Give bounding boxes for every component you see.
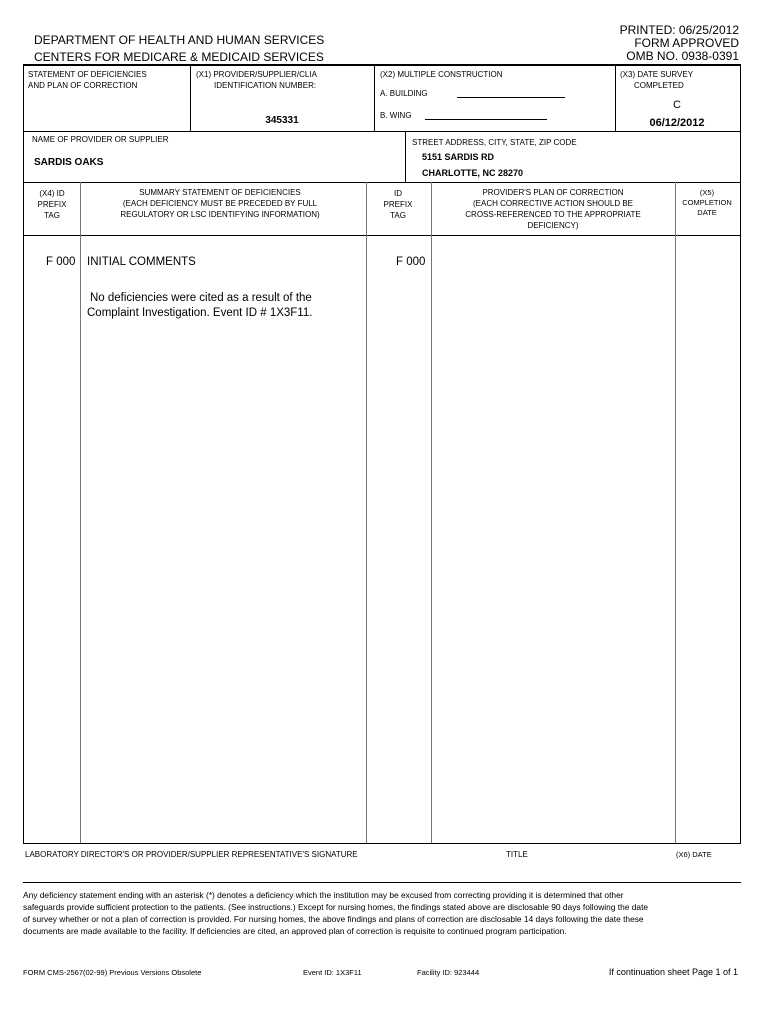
city-state-zip: CHARLOTTE, NC 28270 [422, 168, 524, 178]
survey-date: 06/12/2012 [649, 117, 705, 129]
col-header-x5-line: DATE [697, 208, 717, 217]
survey-code: C [673, 99, 681, 111]
plan-tag: F 000 [396, 256, 426, 268]
col-header-summary-line: (EACH DEFICIENCY MUST BE PRECEDED BY FULL [122, 199, 318, 208]
col-header-x4-line: (X4) ID [39, 189, 65, 198]
department-title: DEPARTMENT OF HEALTH AND HUMAN SERVICES [34, 33, 325, 47]
omb-number: OMB NO. 0938-0391 [626, 49, 739, 63]
col-header-x4-line: TAG [44, 211, 60, 220]
clia-number: 345331 [265, 115, 299, 126]
event-id: Event ID: 1X3F11 [303, 968, 362, 977]
statement-label-1: STATEMENT OF DEFICIENCIES [28, 70, 147, 79]
col-header-plan-line: DEFICIENCY) [527, 221, 579, 230]
provider-name-label: NAME OF PROVIDER OR SUPPLIER [32, 135, 169, 144]
col-header-x5-line: (X5) [699, 188, 715, 197]
deficiency-text-line: Complaint Investigation. Event ID # 1X3F11. [87, 307, 313, 319]
col-header-plan-line: PROVIDER'S PLAN OF CORRECTION [482, 188, 624, 197]
address-label: STREET ADDRESS, CITY, STATE, ZIP CODE [412, 138, 577, 147]
wing-label: B. WING [380, 111, 412, 120]
col-header-summary-line: SUMMARY STATEMENT OF DEFICIENCIES [139, 188, 301, 197]
deficiency-title: INITIAL COMMENTS [87, 256, 196, 268]
street-address: 5151 SARDIS RD [422, 152, 495, 162]
printed-date: PRINTED: 06/25/2012 [619, 23, 739, 37]
col-header-id-line: PREFIX [383, 200, 413, 209]
signature-label: LABORATORY DIRECTOR'S OR PROVIDER/SUPPLIER REPRESENTATIVE'S SIGNATURE [25, 850, 358, 859]
col-header-summary-line: REGULATORY OR LSC IDENTIFYING INFORMATION) [120, 210, 320, 219]
x3-label-1: (X3) DATE SURVEY [620, 70, 694, 79]
col-header-id-line: ID [394, 189, 402, 198]
col-header-id-line: TAG [390, 211, 406, 220]
facility-id: Facility ID: 923444 [417, 968, 480, 977]
page-number: If continuation sheet Page 1 of 1 [608, 967, 738, 977]
deficiency-tag: F 000 [46, 256, 76, 268]
x3-label-2: COMPLETED [634, 81, 684, 90]
col-header-plan-line: CROSS-REFERENCED TO THE APPROPRIATE [465, 210, 641, 219]
form-number: FORM CMS-2567(02-99) Previous Versions Obsolete [23, 968, 202, 977]
disclaimer-text: Any deficiency statement ending with an asterisk (*) denotes a deficiency which the institution may be excused from correcting providing it is determined that other safeguards provide sufficient protection to the patients. (See instructions.) Except for nursing homes, the findings stated above are disclosable 90 days following the date of survey whether or not a plan of correction is provided. For nursing homes, the above findings and plans of correction are disclosable 14 days following the date these documents are made available to the facility. If deficiencies are cited, an approved plan of correction is requisite to continued program participation. [23, 890, 649, 936]
deficiency-text-line: No deficiencies were cited as a result of the [90, 292, 312, 304]
col-header-plan-line: (EACH CORRECTIVE ACTION SHOULD BE [472, 199, 634, 208]
building-label: A. BUILDING [380, 89, 428, 98]
statement-label-2: AND PLAN OF CORRECTION [28, 81, 138, 90]
signature-date-label: (X6) DATE [676, 850, 712, 859]
x1-label-1: (X1) PROVIDER/SUPPLIER/CLIA [196, 70, 317, 79]
x1-label-2: IDENTIFICATION NUMBER: [214, 81, 317, 90]
x2-label: (X2) MULTIPLE CONSTRUCTION [380, 70, 503, 79]
title-label: TITLE [506, 850, 528, 859]
form-approved: FORM APPROVED [634, 36, 739, 50]
col-header-x4-line: PREFIX [37, 200, 67, 209]
col-header-x5-line: COMPLETION [682, 198, 732, 207]
provider-name: SARDIS OAKS [34, 157, 104, 168]
cms-title: CENTERS FOR MEDICARE & MEDICAID SERVICES [34, 50, 324, 64]
